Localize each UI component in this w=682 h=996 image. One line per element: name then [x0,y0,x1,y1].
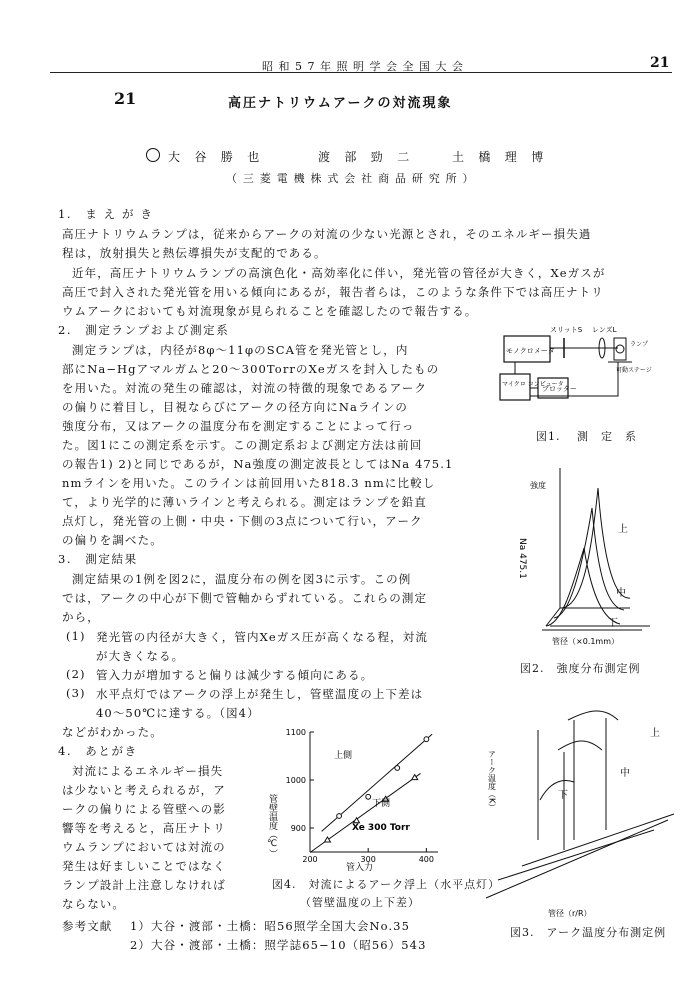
fig4-gas-label: Xe 300 Torr [352,823,410,833]
fig2-ylabel: 強度 [530,481,546,490]
s3-tail: などがわかった。 [62,725,163,739]
lamp-label: ランプ [630,341,649,348]
fig2-plot [500,448,680,648]
computer-label: マイクロ コンピュータ [502,381,564,388]
finding-number: (3) [66,686,86,700]
references-label: 参考文献 [62,919,113,933]
s2-line: 部にNa−Hgアマルガムと20〜300TorrのXeガスを封入したもの [62,362,440,376]
fig1-caption: 図1. 測 定 系 [536,430,637,443]
s2-line: た。図1にこの測定系を示す。この測定系および測定方法は前回 [62,438,423,452]
fig4-caption-line1: 図4. 対流によるアーク浮上（水平点灯） [272,878,501,891]
stage-label: 可動ステージ [616,367,652,374]
fig3-curve-mid [558,741,602,750]
s2-line: の報告1) 2)と同じであるが，Na強度の測定波長としてはNa 475.1 [62,457,454,471]
s1-line: 高圧ナトリウムランプは，従来からアークの対流の少ない光源とされ，そのエネルギー損失過 [62,227,592,241]
s4-line: 発生は好ましいことではなく [62,859,226,873]
fig4-x-tick-label: 400 [418,855,435,864]
s2-line: の偏りを調べた。 [62,533,163,547]
s4-line: ークの偏りによる管壁への影 [62,802,226,816]
affiliation: （ 三 菱 電 機 株 式 会 社 商 品 研 究 所 ） [226,172,475,185]
s2-line: を用いた。対流の発生の確認は，対流の特徴的現象であるアーク [62,381,428,395]
plotter-label: プロッター [542,385,577,393]
section-2-heading: 2. 測定ランプおよび測定系 [58,323,230,337]
s2-line: て，より光学的に薄いラインと考えられる。測定はランプを鉛直 [62,495,427,509]
fig3-caption: 図3. アーク温度分布測定例 [510,926,667,939]
fig4-point-upper [366,794,371,799]
fig2-label-top: 上 [618,524,628,535]
fig4-xlabel: 管入力 [346,863,374,873]
fig4-lower-label: 下側 [372,799,391,809]
fig3-plot [478,690,678,920]
fig4-point-upper [337,814,342,819]
fig4-y-tick-label: 1100 [285,728,306,737]
fig3-label-top: 上 [650,728,660,739]
fig4-y-tick-label: 1000 [285,776,306,785]
fig4-x-tick-label: 300 [360,855,376,864]
fig3-floor-line [486,820,668,898]
s3-line: 測定結果の1例を図2に，温度分布の例を図3に示す。この例 [72,572,412,586]
fig4-x-tick-label: 200 [302,855,318,864]
s4-line: ランプ設計上注意しなければ [62,878,226,892]
author-2: 渡 部 勁 二 [318,150,411,164]
s1-line: 程は，放射損失と熱伝導損失が支配的である。 [62,246,327,260]
paper-number: 21 [114,89,137,108]
paper-title: 高圧ナトリウムアークの対流現象 [228,96,453,111]
fig3-label-bottom: 下 [558,790,568,801]
s2-line: の偏りに着目し，目視ならびにアークの径方向にNaラインの [62,400,409,414]
fig4-chart [262,724,452,874]
fig3-curve-bottom [540,781,574,800]
s1-line: ウムアークにおいても対流現象が見られることを確認したので報告する。 [62,304,478,318]
s3-line: から， [62,610,100,624]
finding-text: 発光管の内径が大きく，管内Xeガス圧が高くなる程，対流 [96,630,428,644]
fig4-point-lower [412,775,418,780]
s2-line: 強度分布，又はアークの温度分布を測定することによって行っ [62,419,415,433]
monochromator-label: モノクロメータ [506,347,555,355]
lens-label: レンズL [592,326,617,334]
s4-line: ウムランプにおいては対流の [62,840,226,854]
fig4-y-tick-label: 900 [290,824,306,833]
fig4-ylabel: 管壁温度（℃） [267,794,277,858]
finding-text: 40〜50℃に達する。（図4） [96,706,260,720]
fig2-label-mid: 中 [616,588,626,599]
fig2-curve-bottom [546,548,620,626]
finding-number: (2) [66,667,86,681]
fig3-curve-top [568,711,618,720]
s1-line: 近年，高圧ナトリウムランプの高演色化・高効率化に伴い，発光管の管径が大きく，Xeガスが [72,266,606,280]
s4-line: 響等を考えると，高圧ナトリ [62,821,226,835]
s4-line: ならない。 [62,897,125,911]
s4-line: は少ないと考えられるが，ア [62,783,226,797]
fig1-diagram [490,316,670,436]
section-1-heading: 1. ま え が き [58,207,154,221]
fig3-ylabel: アーク温度（K） [487,750,497,812]
finding-text: 管入力が増加すると偏りは減少する傾向にある。 [96,668,374,682]
fig3-floor-line [498,830,654,880]
finding-text: 水平点灯ではアークの浮上が発生し，管壁温度の上下差は [96,687,424,701]
author-marker-icon [146,148,160,162]
header-rule [50,72,672,73]
fig4-point-upper [424,737,429,742]
fig2-label-bottom: 下 [608,618,618,629]
fig3-floor-line [522,814,674,866]
slit-label: スリットS [550,326,583,334]
s4-line: 対流によるエネルギー損失 [72,764,224,778]
lamp-tube [616,345,624,353]
author-3: 土 橋 理 博 [452,150,545,164]
s1-line: 高圧で封入された発光管を用いる傾向にあるが，報告者らは，このような条件下では高圧ナトリ [62,285,604,299]
section-3-heading: 3. 測定結果 [58,552,138,566]
fig2-ylabel-na: Na 475.1 [517,538,527,579]
s2-line: 点灯し，発光管の上側・中央・下側の3点について行い，アーク [62,514,423,528]
finding-number: (1) [66,629,86,643]
finding-text: が大きくなる。 [96,649,185,663]
fig2-caption: 図2. 強度分布測定例 [520,662,641,675]
s2-line: nmラインを用いた。このラインは前回用いた818.3 nmに比較し [62,476,436,490]
s2-line: 測定ランプは，内径が8φ〜11φのSCA管を発光管とし，内 [72,343,409,357]
fig3-label-mid: 中 [620,768,630,779]
section-4-heading: 4. あとがき [58,744,138,758]
fig3-xlabel: 管径（r/R） [548,909,592,918]
s3-line: では，アークの中心が下側で管軸からずれている。これらの測定 [62,591,428,605]
fig4-point-lower [324,837,330,842]
fig4-upper-label: 上側 [334,751,353,761]
running-header: 昭 和 5 7 年 照 明 学 会 全 国 大 会 [262,60,464,73]
fig2-curve-mid [554,508,624,618]
fig4-caption-line2: （管壁温度の上下差） [300,896,420,909]
fig2-xlabel: 管径（×0.1mm） [552,637,620,646]
author-1: 大 谷 勝 也 [168,150,261,164]
reference-item: 2）大谷・渡部・土橋：照学誌65−10（昭56）543 [130,938,427,952]
fig4-point-upper [395,766,400,771]
page-number: 21 [650,55,670,71]
reference-item: 1）大谷・渡部・土橋：昭56照学全国大会No.35 [130,919,411,933]
